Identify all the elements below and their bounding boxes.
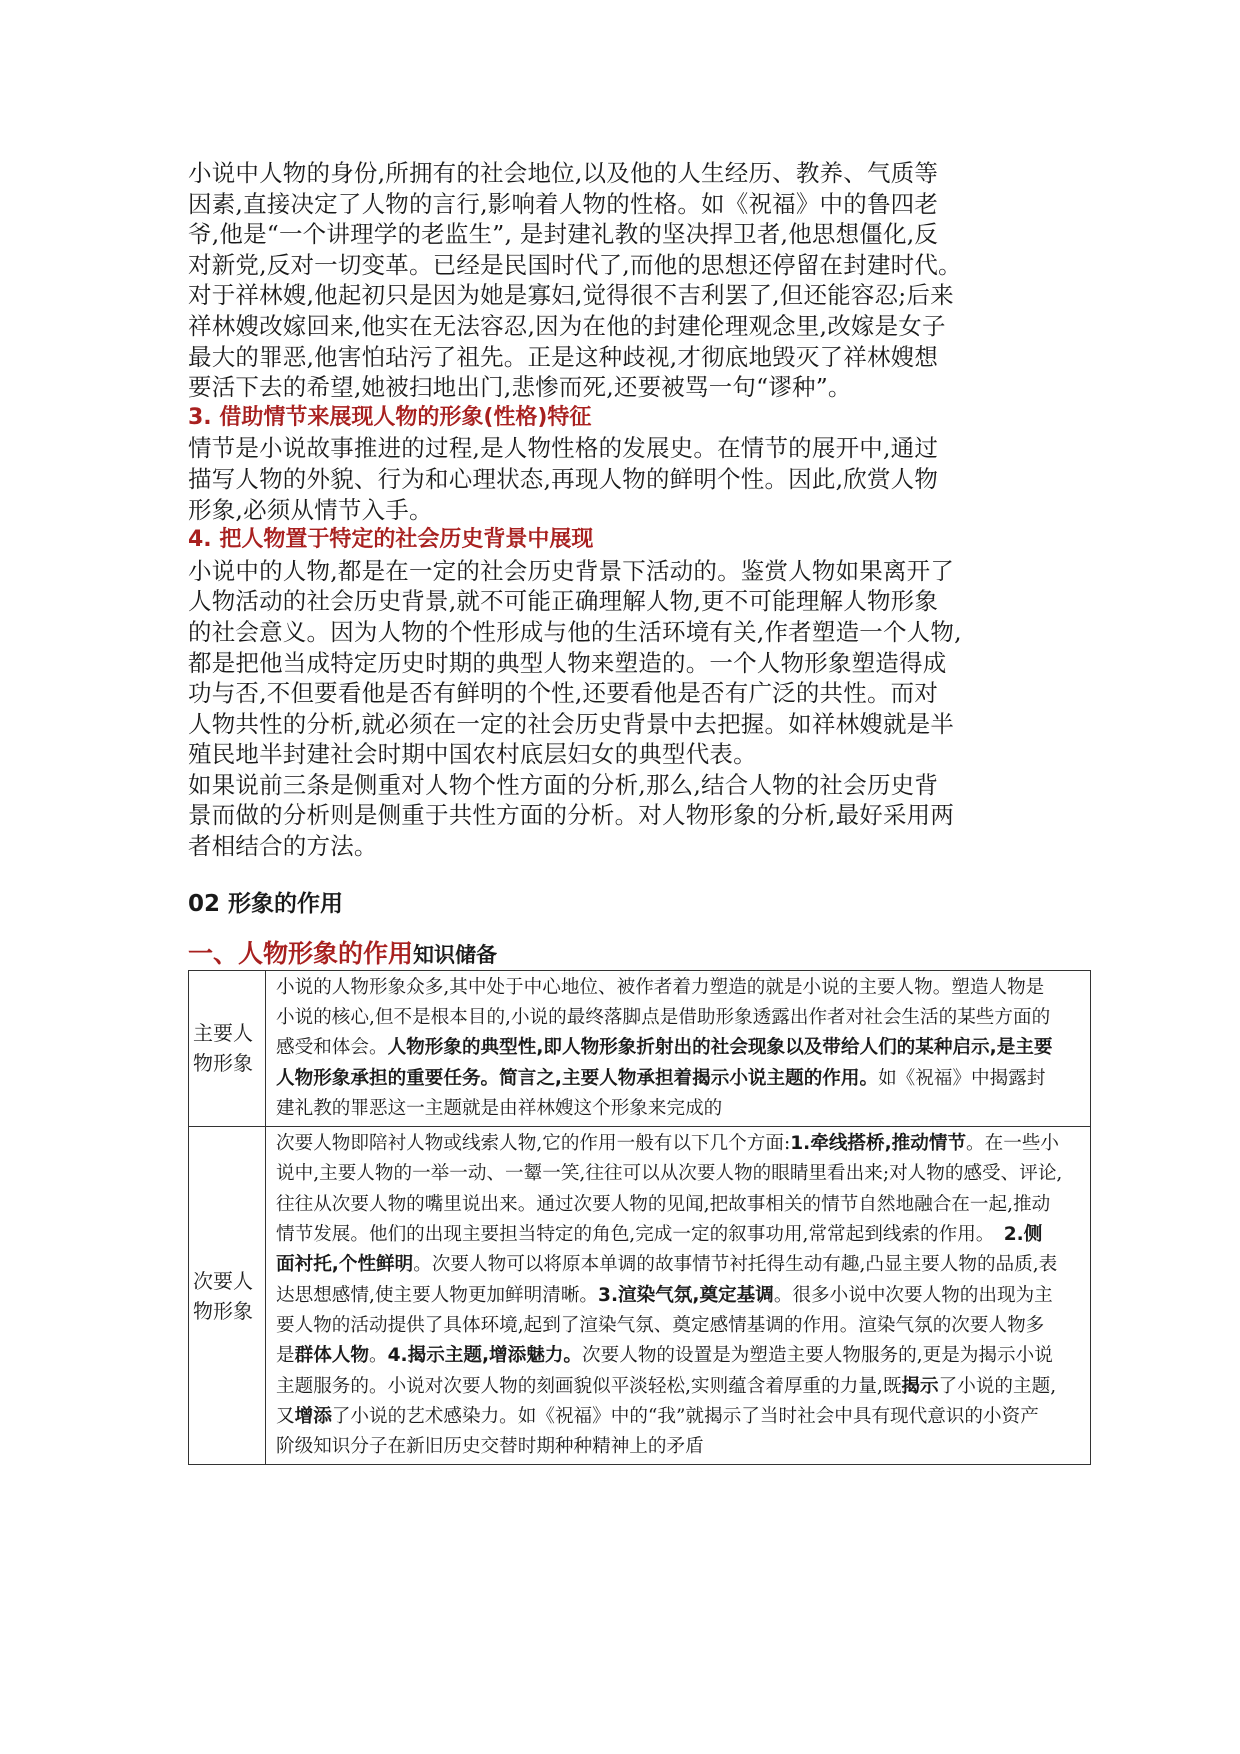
text-line: 对新党,反对一切变革。已经是民国时代了,而他的思想还停留在封建时代。 bbox=[188, 250, 962, 279]
cell-text: 了小说的主题, bbox=[938, 1375, 1057, 1397]
roles-table bbox=[188, 970, 1091, 1466]
text-line: 殖民地半封建社会时期中国农村底层妇女的典型代表。 bbox=[188, 740, 757, 769]
cell-text: 了小说的艺术感染力。如《祝福》中的“我”就揭示了当时社会中具有现代意识的小资产 bbox=[331, 1405, 1039, 1427]
row-content-main bbox=[266, 970, 1091, 1126]
cell-text: 情节发展。他们的出现主要担当特定的角色,完成一定的叙事功用,常常起到线索的作用。 bbox=[276, 1224, 1004, 1246]
text-line: 描写人物的外貌、行为和心理状态,再现人物的鲜明个性。因此,欣赏人物 bbox=[188, 464, 939, 493]
cell-text: 。在一些小 bbox=[966, 1133, 1060, 1155]
row-label-main bbox=[189, 970, 266, 1126]
table-row bbox=[189, 970, 1091, 1126]
cell-line bbox=[276, 1129, 1084, 1159]
cell-text: 小说的人物形象众多,其中处于中心地位、被作者着力塑造的就是小说的主要人物。塑造人物是 bbox=[276, 976, 1045, 998]
cell-text: 要人物的活动提供了具体环境,起到了渲染气氛、奠定感情基调的作用。渲染气氛的次要人物多 bbox=[276, 1314, 1045, 1336]
text-line: 的社会意义。因为人物的个性形成与他的生活环境有关,作者塑造一个人物, bbox=[188, 617, 962, 646]
cell-line bbox=[276, 1281, 1084, 1311]
text-line: 小说中的人物,都是在一定的社会历史背景下活动的。鉴赏人物如果离开了 bbox=[188, 556, 955, 585]
heading-3: 3. 借助情节来展现人物的形象(性格)特征 bbox=[188, 404, 592, 430]
table-row bbox=[189, 1127, 1091, 1465]
heading-4: 4. 把人物置于特定的社会历史背景中展现 bbox=[188, 527, 594, 553]
cell-line bbox=[276, 973, 1084, 1003]
document-page bbox=[188, 158, 1078, 1465]
row-label-text: 物形象 bbox=[193, 1051, 253, 1076]
bold-text: 群体人物 bbox=[294, 1345, 369, 1367]
section-title: 02 形象的作用 bbox=[188, 890, 344, 917]
cell-line bbox=[276, 1311, 1084, 1341]
text-line: 要活下去的希望,她被扫地出门,悲惨而死,还要被骂一句“谬种”。 bbox=[188, 373, 852, 402]
bold-text: 4.揭示主题,增添魅力。 bbox=[387, 1345, 583, 1367]
cell-text: 阶级知识分子在新旧历史交替时期种种精神上的矛盾 bbox=[276, 1436, 704, 1458]
cell-text: 。很多小说中次要人物的出现为主 bbox=[773, 1284, 1053, 1306]
table-title-sub: 知识储备 bbox=[413, 942, 498, 967]
cell-line bbox=[276, 1432, 1084, 1462]
text-line: 形象,必须从情节入手。 bbox=[188, 495, 433, 524]
cell-line bbox=[276, 1402, 1084, 1432]
intro-paragraph bbox=[188, 158, 1078, 403]
cell-text: 往往从次要人物的嘴里说出来。通过次要人物的见闻,把故事相关的情节自然地融合在一起,推动 bbox=[276, 1193, 1051, 1215]
text-line: 人物共性的分析,就必须在一定的社会历史背景中去把握。如祥林嫂就是半 bbox=[188, 709, 955, 738]
text-line: 祥林嫂改嫁回来,他实在无法容忍,因为在他的封建伦理观念里,改嫁是女子 bbox=[188, 311, 946, 340]
text-line: 景而做的分析则是侧重于共性方面的分析。对人物形象的分析,最好采用两 bbox=[188, 801, 955, 830]
text-line: 者相结合的方法。 bbox=[188, 832, 378, 861]
cell-text: 主题服务的。小说对次要人物的刻画貌似平淡轻松,实则蕴含着厚重的力量,既 bbox=[276, 1375, 902, 1397]
cell-line bbox=[276, 1159, 1084, 1189]
text-line: 小说中人物的身份,所拥有的社会地位,以及他的人生经历、教养、气质等 bbox=[188, 159, 939, 187]
cell-line bbox=[276, 1094, 1084, 1124]
cell-line bbox=[276, 1220, 1084, 1250]
paragraph-3 bbox=[188, 433, 1078, 525]
table-title bbox=[188, 938, 1078, 970]
cell-line bbox=[276, 1372, 1084, 1402]
row-label-secondary bbox=[189, 1127, 266, 1465]
bold-text: 人物形象的典型性,即人物形象折射出的社会现象以及带给人们的某种启示,是主要 bbox=[387, 1037, 1053, 1059]
text-line: 最大的罪恶,他害怕玷污了祖先。正是这种歧视,才彻底地毁灭了祥林嫂想 bbox=[188, 342, 939, 371]
bold-text: 3.渲染气氛,奠定基调 bbox=[598, 1284, 774, 1306]
cell-text: 又 bbox=[276, 1405, 295, 1427]
cell-text: 如《祝福》中揭露封 bbox=[878, 1067, 1046, 1089]
bold-text: 1.牵线搭桥,推动情节 bbox=[790, 1133, 967, 1155]
cell-text: 感受和体会。 bbox=[276, 1037, 388, 1059]
cell-line bbox=[276, 1190, 1084, 1220]
row-label-text: 物形象 bbox=[193, 1298, 253, 1323]
row-content-secondary bbox=[266, 1127, 1091, 1465]
text-line: 对于祥林嫂,他起初只是因为她是寡妇,觉得很不吉利罢了,但还能容忍;后来 bbox=[188, 281, 954, 310]
bold-text: 2.侧 bbox=[1003, 1224, 1043, 1246]
row-label-text: 次要人 bbox=[193, 1268, 253, 1293]
paragraph-4 bbox=[188, 556, 1078, 862]
cell-text: 。 bbox=[369, 1345, 388, 1367]
cell-text: 说中,主要人物的一举一动、一颦一笑,往往可以从次要人物的眼睛里看出来;对人物的感受、评论, bbox=[276, 1163, 1063, 1185]
text-line: 因素,直接决定了人物的言行,影响着人物的性格。如《祝福》中的鲁四老 bbox=[188, 189, 939, 218]
cell-text: 建礼教的罪恶这一主题就是由祥林嫂这个形象来完成的 bbox=[276, 1097, 723, 1119]
cell-line bbox=[276, 1003, 1084, 1033]
text-line: 爷,他是“一个讲理学的老监生”, 是封建礼教的坚决捍卫者,他思想僵化,反 bbox=[188, 220, 939, 249]
cell-text: 小说的核心,但不是根本目的,小说的最终落脚点是借助形象透露出作者对社会生活的某些方面的 bbox=[276, 1006, 1051, 1028]
bold-text: 揭示 bbox=[901, 1375, 939, 1397]
text-line: 都是把他当成特定历史时期的典型人物来塑造的。一个人物形象塑造得成 bbox=[188, 648, 947, 677]
text-line: 人物活动的社会历史背景,就不可能正确理解人物,更不可能理解人物形象 bbox=[188, 587, 939, 616]
cell-line bbox=[276, 1064, 1084, 1094]
cell-line bbox=[276, 1033, 1084, 1063]
cell-line bbox=[276, 1341, 1084, 1371]
cell-text: 达思想感情,使主要人物更加鲜明清晰。 bbox=[276, 1284, 599, 1306]
cell-line bbox=[276, 1250, 1084, 1280]
text-line: 情节是小说故事推进的过程,是人物性格的发展史。在情节的展开中,通过 bbox=[188, 434, 939, 463]
text-line: 如果说前三条是侧重对人物个性方面的分析,那么,结合人物的社会历史背 bbox=[188, 770, 939, 799]
cell-text: 次要人物即陪衬人物或线索人物,它的作用一般有以下几个方面: bbox=[276, 1133, 791, 1155]
row-label-text: 主要人 bbox=[193, 1021, 253, 1046]
text-line: 功与否,不但要看他是否有鲜明的个性,还要看他是否有广泛的共性。而对 bbox=[188, 679, 939, 708]
table-title-main: 一、人物形象的作用 bbox=[188, 938, 414, 968]
cell-text: 。次要人物可以将原本单调的故事情节衬托得生动有趣,凸显主要人物的品质,表 bbox=[413, 1254, 1058, 1276]
cell-text: 是 bbox=[276, 1345, 295, 1367]
bold-text: 面衬托,个性鲜明 bbox=[276, 1254, 414, 1276]
cell-text: 次要人物的设置是为塑造主要人物服务的,更是为揭示小说 bbox=[582, 1345, 1053, 1367]
bold-text: 人物形象承担的重要任务。简言之,主要人物承担着揭示小说主题的作用。 bbox=[276, 1067, 879, 1089]
bold-text: 增添 bbox=[294, 1405, 332, 1427]
